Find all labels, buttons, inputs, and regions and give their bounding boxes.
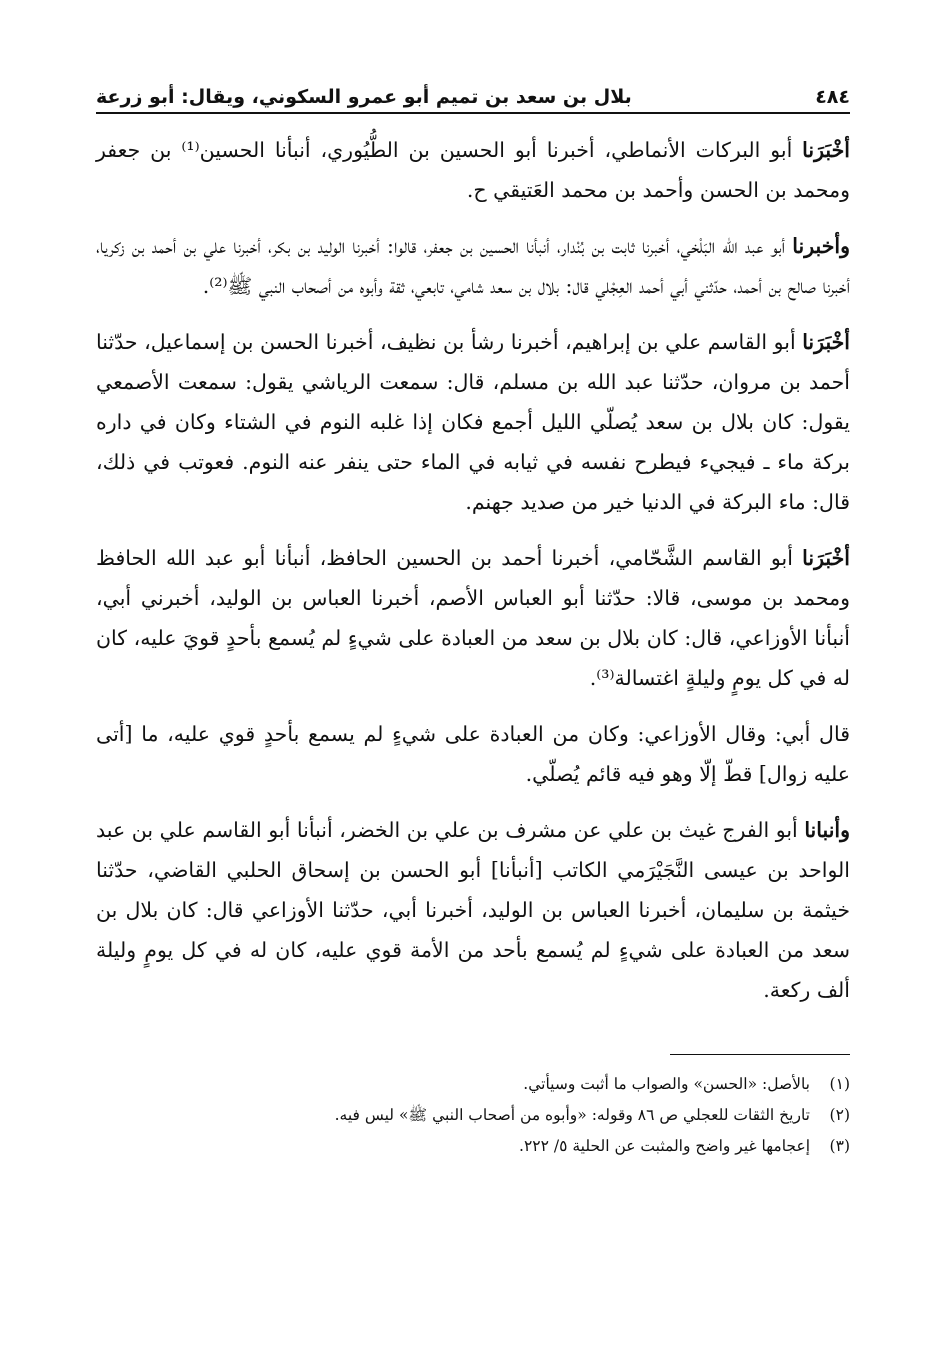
paragraph-text: أبو الفرج غيث بن علي عن مشرف بن علي بن الخضر، أنبأنا أبو القاسم علي بن عبد الواحد بن عيسى النَّجَيْرَمي الكاتب [أنبأنا] أبو الحسن بن إسحاق الحلبي القاضي، حدّثنا خيثمة بن سليمان، أخبرنا العباس بن الوليد، أخبرنا أبي، حدّثنا الأوزاعي قال: كان بلال بن سعد من العبادة على شيءٍ لم يُسمع بأحد من الأمة قوي عليه، كان له في كل يومٍ وليلة ألف ركعة. — [96, 818, 850, 1002]
paragraph-text: قال أبي: وقال الأوزاعي: وكان من العبادة على شيءٍ لم يسمع بأحدٍ قوي عليه، ما [أتى عليه زوال] قطّ إلّا وهو فيه قائم يُصلّي. — [96, 722, 850, 786]
paragraph — [96, 322, 850, 522]
paragraph-lead: وأنبانا — [804, 818, 850, 842]
footnote-rule — [670, 1054, 850, 1055]
paragraph-lead: أخْبَرَنا — [802, 330, 851, 354]
footnote-number: (٣) — [829, 1137, 850, 1155]
paragraph — [96, 226, 850, 306]
header-rule — [96, 112, 850, 114]
paragraph-text: أبو عبد الله البَلْخي، أخبرنا ثابت بن بُنْدار، أنبأنا الحسين بن جعفر، قالوا: أخبرنا الوليد بن بكر، أخبرنا علي بن أحمد بن زكريا، أخبرنا صالح بن أحمد، حدّثني أبي أحمد العِجْلي قال: بلال بن سعد شامي، تابعي، ثقة وأبوه من أصحاب النبي ﷺ⁽²⁾. — [96, 234, 850, 298]
footnote — [96, 1069, 850, 1100]
paragraph — [96, 810, 850, 1010]
paragraph-text: أبو القاسم الشَّحّامي، أخبرنا أحمد بن الحسين الحافظ، أنبأنا أبو عبد الله الحافظ ومحمد بن موسى، قالا: حدّثنا أبو العباس الأصم، أخبرنا العباس بن الوليد، أخبرني أبي، أنبأنا الأوزاعي، قال: كان بلال بن سعد من العبادة على شيءٍ لم يُسمع بأحدٍ قويَ عليه، كان له في كل يومٍ وليلةٍ اغتسالة⁽³⁾. — [96, 546, 850, 690]
paragraph — [96, 538, 850, 698]
footnote-text: بالأصل: «الحسن» والصواب ما أثبت وسيأتي. — [523, 1075, 810, 1093]
paragraph-lead: أخْبَرَنا — [802, 546, 850, 570]
main-text — [96, 130, 850, 1010]
running-header — [96, 72, 850, 108]
running-title: بلال بن سعد بن تميم أبو عمرو السكوني، ويقال: أبو زرعة — [96, 86, 632, 108]
footnote — [96, 1131, 850, 1162]
paragraph — [96, 714, 850, 794]
footnote-number: (١) — [829, 1075, 850, 1093]
footnote-text: تاريخ الثقات للعجلي ص ٨٦ وقوله: «وأبوه من أصحاب النبي ﷺ» ليس فيه. — [334, 1106, 810, 1124]
page-number: ٤٨٤ — [815, 86, 850, 108]
paragraph-lead: وأخبرنا — [792, 234, 850, 258]
paragraph-text: أبو القاسم علي بن إبراهيم، أخبرنا رشأ بن نظيف، أخبرنا الحسن بن إسماعيل، حدّثنا أحمد بن مروان، حدّثنا عبد الله بن مسلم، قال: سمعت الرياشي يقول: سمعت الأصمعي يقول: كان بلال بن سعد يُصلّي الليل أجمع فكان إذا غلبه النوم في الشتاء وكان في داره بركة ماء ـ فيجيء فيطرح نفسه في ثيابه في الماء حتى ينفر عنه النوم. فعوتب في ذلك، قال: ماء البركة في الدنيا خير من صديد جهنم. — [96, 330, 850, 514]
book-page — [96, 72, 850, 1292]
footnote-number: (٢) — [829, 1106, 850, 1124]
paragraph — [96, 130, 850, 210]
footnotes — [96, 1069, 850, 1162]
paragraph-text: أبو البركات الأنماطي، أخبرنا أبو الحسين بن الطُّيُوري، أنبأنا الحسين⁽¹⁾ بن جعفر ومحمد بن الحسن وأحمد بن محمد العَتيقي ح. — [96, 138, 850, 202]
footnote-text: إعجامها غير واضح والمثبت عن الحلية ٥/ ٢٢٢. — [519, 1137, 810, 1155]
paragraph-lead: أخْبَرَنا — [802, 138, 850, 162]
footnote — [96, 1100, 850, 1131]
